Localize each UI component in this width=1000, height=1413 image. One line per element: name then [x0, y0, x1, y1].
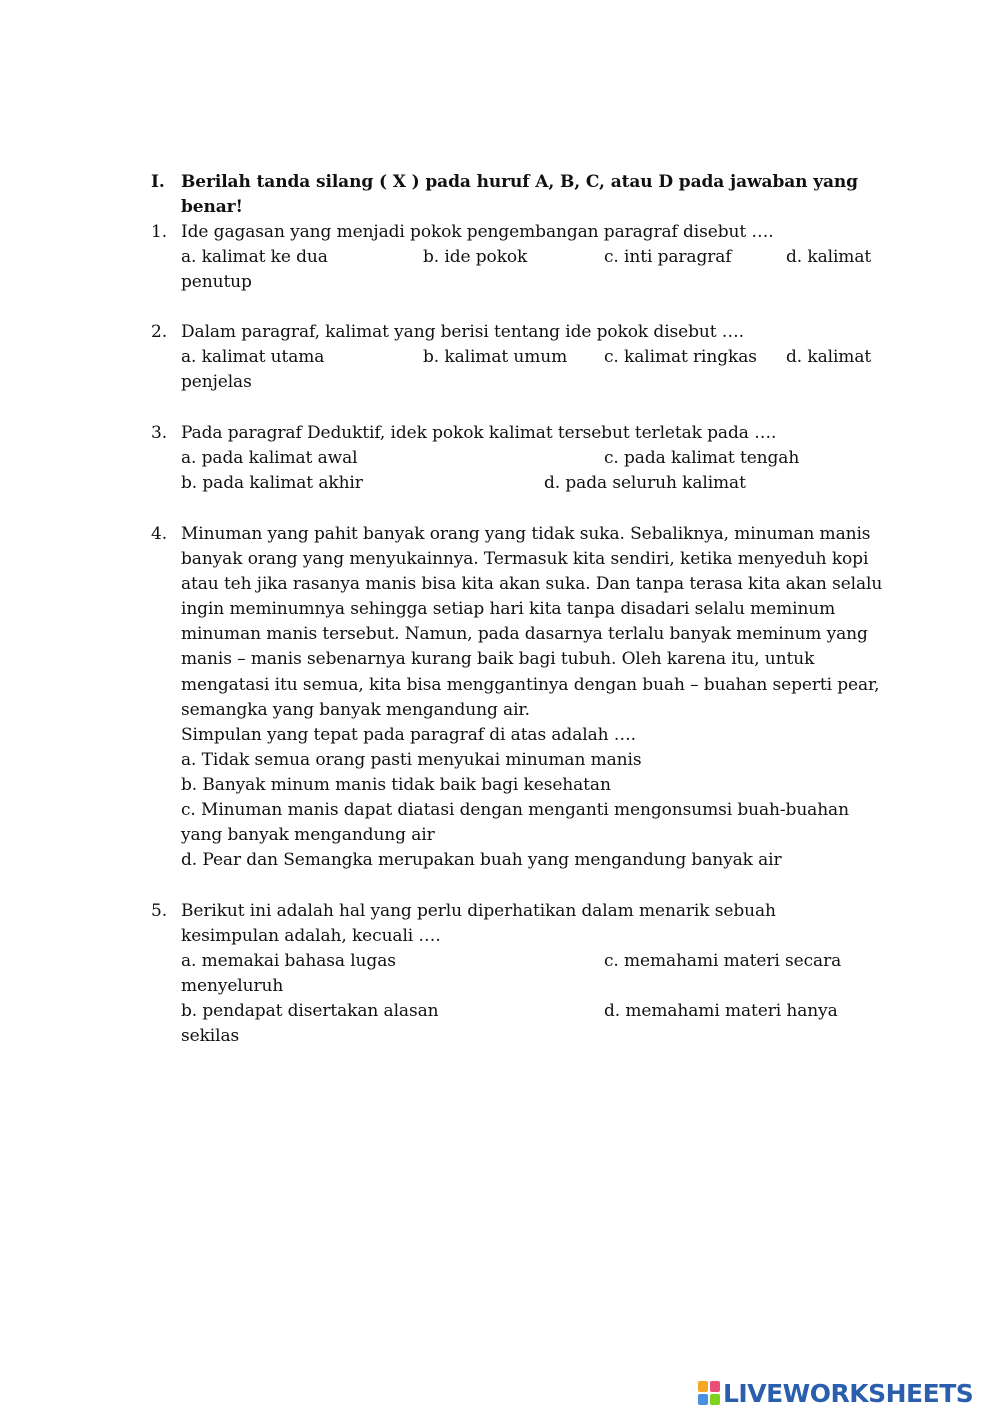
question-5-option-a[interactable]: a. memakai bahasa lugas [181, 951, 396, 971]
section-number: I. [151, 172, 165, 192]
question-4-option-c[interactable]: c. Minuman manis dapat diatasi dengan menganti mengonsumsi buah-buahan [181, 800, 849, 820]
question-3-stem: Pada paragraf Deduktif, idek pokok kalimat tersebut terletak pada …. [181, 423, 777, 443]
question-3-number: 3. [151, 423, 168, 443]
question-3-option-c[interactable]: c. pada kalimat tengah [604, 448, 800, 468]
question-4-number: 4. [151, 524, 168, 544]
question-2-option-b[interactable]: b. kalimat umum [423, 347, 568, 367]
question-1-option-c[interactable]: c. inti paragraf [604, 247, 732, 267]
question-2-stem: Dalam paragraf, kalimat yang berisi tentang ide pokok disebut …. [181, 322, 744, 342]
question-5-option-d-cont[interactable]: sekilas [181, 1026, 240, 1046]
question-1-stem: Ide gagasan yang menjadi pokok pengembangan paragraf disebut …. [181, 222, 774, 242]
question-3-option-b[interactable]: b. pada kalimat akhir [181, 473, 363, 493]
logo-mark-tile [698, 1394, 708, 1405]
logo-text: LIVEWORKSHEETS [723, 1378, 974, 1408]
logo-mark-tile [710, 1381, 720, 1392]
question-1-option-a[interactable]: a. kalimat ke dua [181, 247, 328, 267]
question-4-option-d[interactable]: d. Pear dan Semangka merupakan buah yang mengandung banyak air [181, 850, 782, 870]
question-3-option-d[interactable]: d. pada seluruh kalimat [544, 473, 746, 493]
question-1-option-b[interactable]: b. ide pokok [423, 247, 528, 267]
question-4-passage-line: manis – manis sebenarnya kurang baik bagi tubuh. Oleh karena itu, untuk [181, 649, 815, 669]
question-5-option-c[interactable]: c. memahami materi secara [604, 951, 842, 971]
question-5-option-c-cont[interactable]: menyeluruh [181, 976, 284, 996]
question-5-stem: Berikut ini adalah hal yang perlu diperhatikan dalam menarik sebuah [181, 901, 776, 921]
question-4-option-a[interactable]: a. Tidak semua orang pasti menyukai minuman manis [181, 750, 642, 770]
question-4-passage-line: ingin meminumnya sehingga setiap hari kita tanpa disadari selalu meminum [181, 599, 836, 619]
question-2-option-a[interactable]: a. kalimat utama [181, 347, 325, 367]
section-instruction: Berilah tanda silang ( X ) pada huruf A, B, C, atau D pada jawaban yang [181, 172, 858, 192]
question-1-option-d-cont[interactable]: penutup [181, 272, 252, 292]
logo-mark-tile [710, 1394, 720, 1405]
question-1-option-d[interactable]: d. kalimat [786, 247, 872, 267]
question-4-passage-line: banyak orang yang menyukainnya. Termasuk kita sendiri, ketika menyeduh kopi [181, 549, 869, 569]
question-4-prompt: Simpulan yang tepat pada paragraf di atas adalah …. [181, 725, 636, 745]
question-2-option-d-cont[interactable]: penjelas [181, 372, 252, 392]
question-5-option-d[interactable]: d. memahami materi hanya [604, 1001, 838, 1021]
logo-mark-icon [698, 1381, 720, 1405]
logo-mark-tile [698, 1381, 708, 1392]
question-3-option-a[interactable]: a. pada kalimat awal [181, 448, 358, 468]
question-1-number: 1. [151, 222, 168, 242]
question-5-number: 5. [151, 901, 168, 921]
question-5-stem-cont: kesimpulan adalah, kecuali …. [181, 926, 441, 946]
question-4-passage-line: semangka yang banyak mengandung air. [181, 700, 530, 720]
question-5-option-b[interactable]: b. pendapat disertakan alasan [181, 1001, 439, 1021]
question-4-passage-line: Minuman yang pahit banyak orang yang tidak suka. Sebaliknya, minuman manis [181, 524, 871, 544]
question-4-passage-line: minuman manis tersebut. Namun, pada dasarnya terlalu banyak meminum yang [181, 624, 868, 644]
question-2-number: 2. [151, 322, 168, 342]
section-instruction-cont: benar! [181, 197, 243, 217]
question-2-option-c[interactable]: c. kalimat ringkas [604, 347, 757, 367]
liveworksheets-logo[interactable] [698, 1378, 973, 1408]
question-4-passage-line: atau teh jika rasanya manis bisa kita akan suka. Dan tanpa terasa kita akan selalu [181, 574, 883, 594]
question-4-option-c-cont[interactable]: yang banyak mengandung air [181, 825, 435, 845]
question-2-option-d[interactable]: d. kalimat [786, 347, 872, 367]
question-4-option-b[interactable]: b. Banyak minum manis tidak baik bagi kesehatan [181, 775, 611, 795]
question-4-passage-line: mengatasi itu semua, kita bisa menggantinya dengan buah – buahan seperti pear, [181, 675, 880, 695]
